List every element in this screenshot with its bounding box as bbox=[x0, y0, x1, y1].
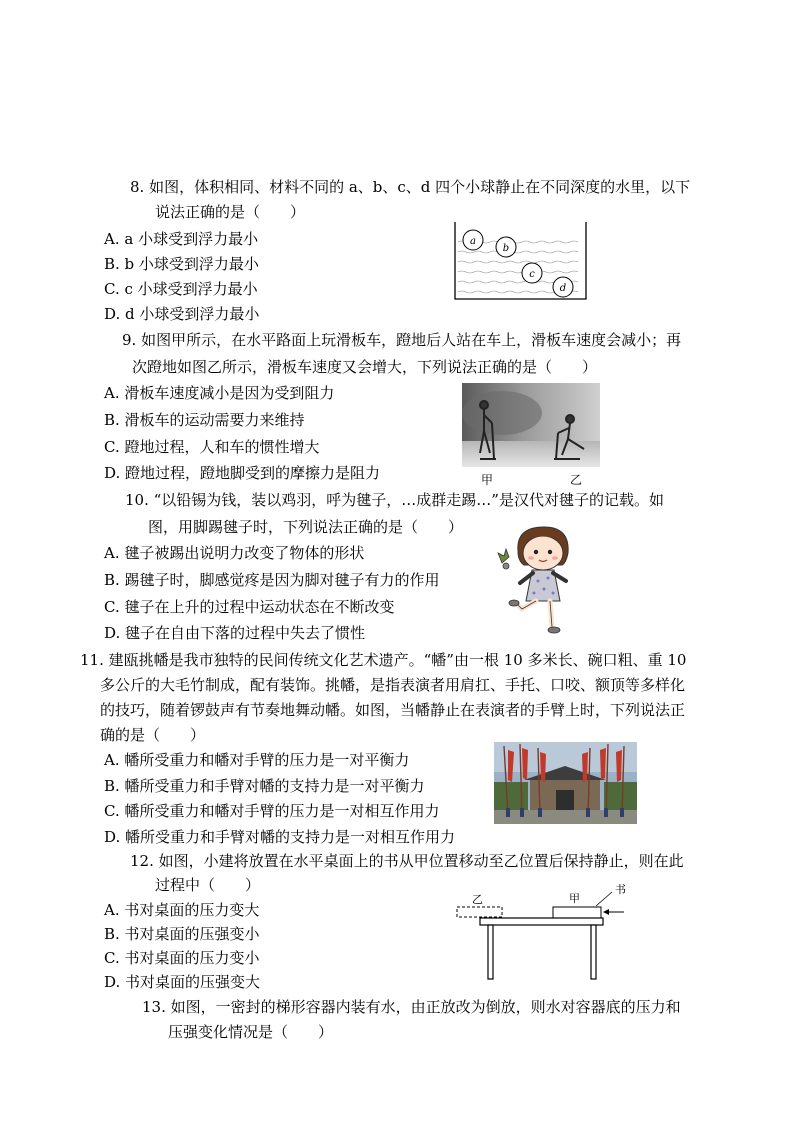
q11-option-c: C. 幡所受重力和幡对手臂的压力是一对相互作用力 bbox=[104, 802, 440, 820]
q8-stem-line2: 说法正确的是（ ） bbox=[155, 203, 306, 221]
q9-option-d: D. 蹬地过程，蹬地脚受到的摩擦力是阻力 bbox=[104, 464, 381, 482]
q13-stem-line1: 13. 如图，一密封的梯形容器内装有水，由正放改为倒放，则水对容器底的压力和 bbox=[142, 998, 681, 1016]
q12-option-a: A. 书对桌面的压力变大 bbox=[104, 901, 260, 919]
ball-a-label: a bbox=[470, 236, 476, 247]
ball-d-label: d bbox=[559, 283, 567, 294]
q8-water-container-figure bbox=[448, 220, 593, 302]
ball-b-label: b bbox=[502, 243, 510, 254]
q11-stem-line4: 确的是（ ） bbox=[100, 726, 206, 744]
q12-label-book: 书 bbox=[615, 884, 626, 896]
q9-stem-line1: 9. 如图甲所示，在水平路面上玩滑板车，蹬地后人站在车上，滑板车速度会减小；再 bbox=[122, 331, 682, 349]
q10-option-a: A. 毽子被踢出说明力改变了物体的形状 bbox=[104, 544, 365, 562]
book-position-jia bbox=[553, 907, 601, 918]
table-top bbox=[480, 918, 603, 925]
q12-label-yi: 乙 bbox=[472, 893, 483, 906]
q8-option-b: B. b 小球受到浮力最小 bbox=[104, 255, 259, 273]
q12-stem-line1: 12. 如图，小建将放置在水平桌面上的书从甲位置移动至乙位置后保持静止，则在此 bbox=[130, 852, 684, 870]
q8-stem-line1: 8. 如图，体积相同、材料不同的 a、b、c、d 四个小球静止在不同深度的水里，以下 bbox=[130, 178, 691, 196]
q11-option-d: D. 幡所受重力和手臂对幡的支持力是一对相互作用力 bbox=[104, 828, 456, 846]
q11-stem-line1: 11. 建瓯挑幡是我市独特的民间传统文化艺术遗产。“幡”由一根 10 多米长、碗口粗、重 10 bbox=[80, 651, 687, 669]
q9-stem-line2: 次蹬地如图乙所示，滑板车速度又会增大，下列说法正确的是（ ） bbox=[132, 358, 598, 376]
q12-label-jia: 甲 bbox=[569, 892, 580, 905]
q9-option-a: A. 滑板车速度减小是因为受到阻力 bbox=[104, 384, 335, 402]
q8-option-c: C. c 小球受到浮力最小 bbox=[104, 280, 258, 298]
q11-option-b: B. 幡所受重力和手臂对幡的支持力是一对平衡力 bbox=[104, 777, 425, 795]
q10-option-d: D. 毽子在自由下落的过程中失去了惯性 bbox=[104, 624, 366, 642]
q12-stem-line2: 过程中（ ） bbox=[155, 876, 261, 894]
q11-stem-line3: 的技巧，随着锣鼓声有节奏地舞动幡。如图，当幡静止在表演者的手臂上时，下列说法正 bbox=[100, 701, 686, 719]
q10-stem-line1: 10. “以铅锡为钱，装以鸡羽，呼为毽子，…成群走踢…”是汉代对毽子的记载。如 bbox=[125, 491, 664, 509]
q10-girl-kicking-shuttlecock-figure bbox=[496, 523, 581, 635]
q8-option-a: A. a 小球受到浮力最小 bbox=[104, 230, 259, 248]
q12-option-d: D. 书对桌面的压强变大 bbox=[104, 973, 261, 991]
q11-stem-line2: 多公斤的大毛竹制成，配有装饰。挑幡，是指表演者用肩扛、手托、口咬、额顶等多样化 bbox=[100, 676, 686, 694]
q12-book-on-table-figure bbox=[452, 884, 632, 982]
q9-label-jia: 甲 bbox=[481, 473, 494, 487]
q12-option-b: B. 书对桌面的压强变小 bbox=[104, 925, 260, 943]
q9-option-c: C. 蹬地过程，人和车的惯性增大 bbox=[104, 438, 320, 456]
shuttlecock bbox=[498, 549, 509, 569]
q10-stem-line2: 图，用脚踢毽子时，下列说法正确的是（ ） bbox=[148, 518, 464, 536]
ball-c-label: c bbox=[529, 269, 535, 280]
q8-option-d: D. d 小球受到浮力最小 bbox=[104, 305, 260, 323]
q12-option-c: C. 书对桌面的压力变小 bbox=[104, 949, 260, 967]
q11-option-a: A. 幡所受重力和幡对手臂的压力是一对平衡力 bbox=[104, 751, 410, 769]
q9-scooter-photo bbox=[462, 383, 600, 467]
q9-option-b: B. 滑板车的运动需要力来维持 bbox=[104, 411, 305, 429]
q9-label-yi: 乙 bbox=[570, 473, 583, 487]
book-position-yi bbox=[457, 907, 502, 917]
q10-option-c: C. 毽子在上升的过程中运动状态在不断改变 bbox=[104, 598, 395, 616]
q11-flag-performance-photo bbox=[494, 742, 637, 824]
q13-stem-line2: 压强变化情况是（ ） bbox=[168, 1023, 334, 1041]
q10-option-b: B. 踢毽子时，脚感觉疼是因为脚对毽子有力的作用 bbox=[104, 571, 440, 589]
